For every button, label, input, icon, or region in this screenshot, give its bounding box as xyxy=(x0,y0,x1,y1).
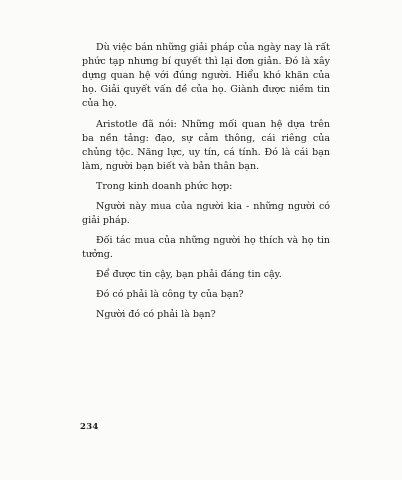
paragraph-7: Đó có phải là công ty của bạn? xyxy=(96,289,244,300)
paragraph-2: Aristotle đã nói: Những mối quan hệ dựa trên ba nền tảng: đạo, sự cảm thông, cái riêng của chủng tộc. Năng lực, uy tín, cá tính. Đó là cái bạn làm, người bạn biết và bản thân bạn. xyxy=(82,119,330,172)
paragraph-6: Để được tin cậy, bạn phải đáng tin cậy. xyxy=(96,269,282,280)
page-number: 234 xyxy=(80,422,99,432)
paragraph-8: Người đó có phải là bạn? xyxy=(96,309,216,320)
paragraph-5: Đối tác mua của những người họ thích và họ tin tưởng. xyxy=(82,235,330,260)
paragraph-3: Trong kinh doanh phức hợp: xyxy=(96,181,233,192)
paragraph-1: Dù việc bán những giải pháp của ngày nay là rất phức tạp nhưng bí quyết thì lại đơn giản. Đó là xây dựng quan hệ với đúng người. Hiểu khó khăn của họ. Giải quyết vấn đề của họ. Giành được niềm tin của họ. xyxy=(82,42,330,109)
page-body xyxy=(82,41,330,328)
paragraph-4: Người này mua của người kia - những người có giải pháp. xyxy=(82,201,330,226)
